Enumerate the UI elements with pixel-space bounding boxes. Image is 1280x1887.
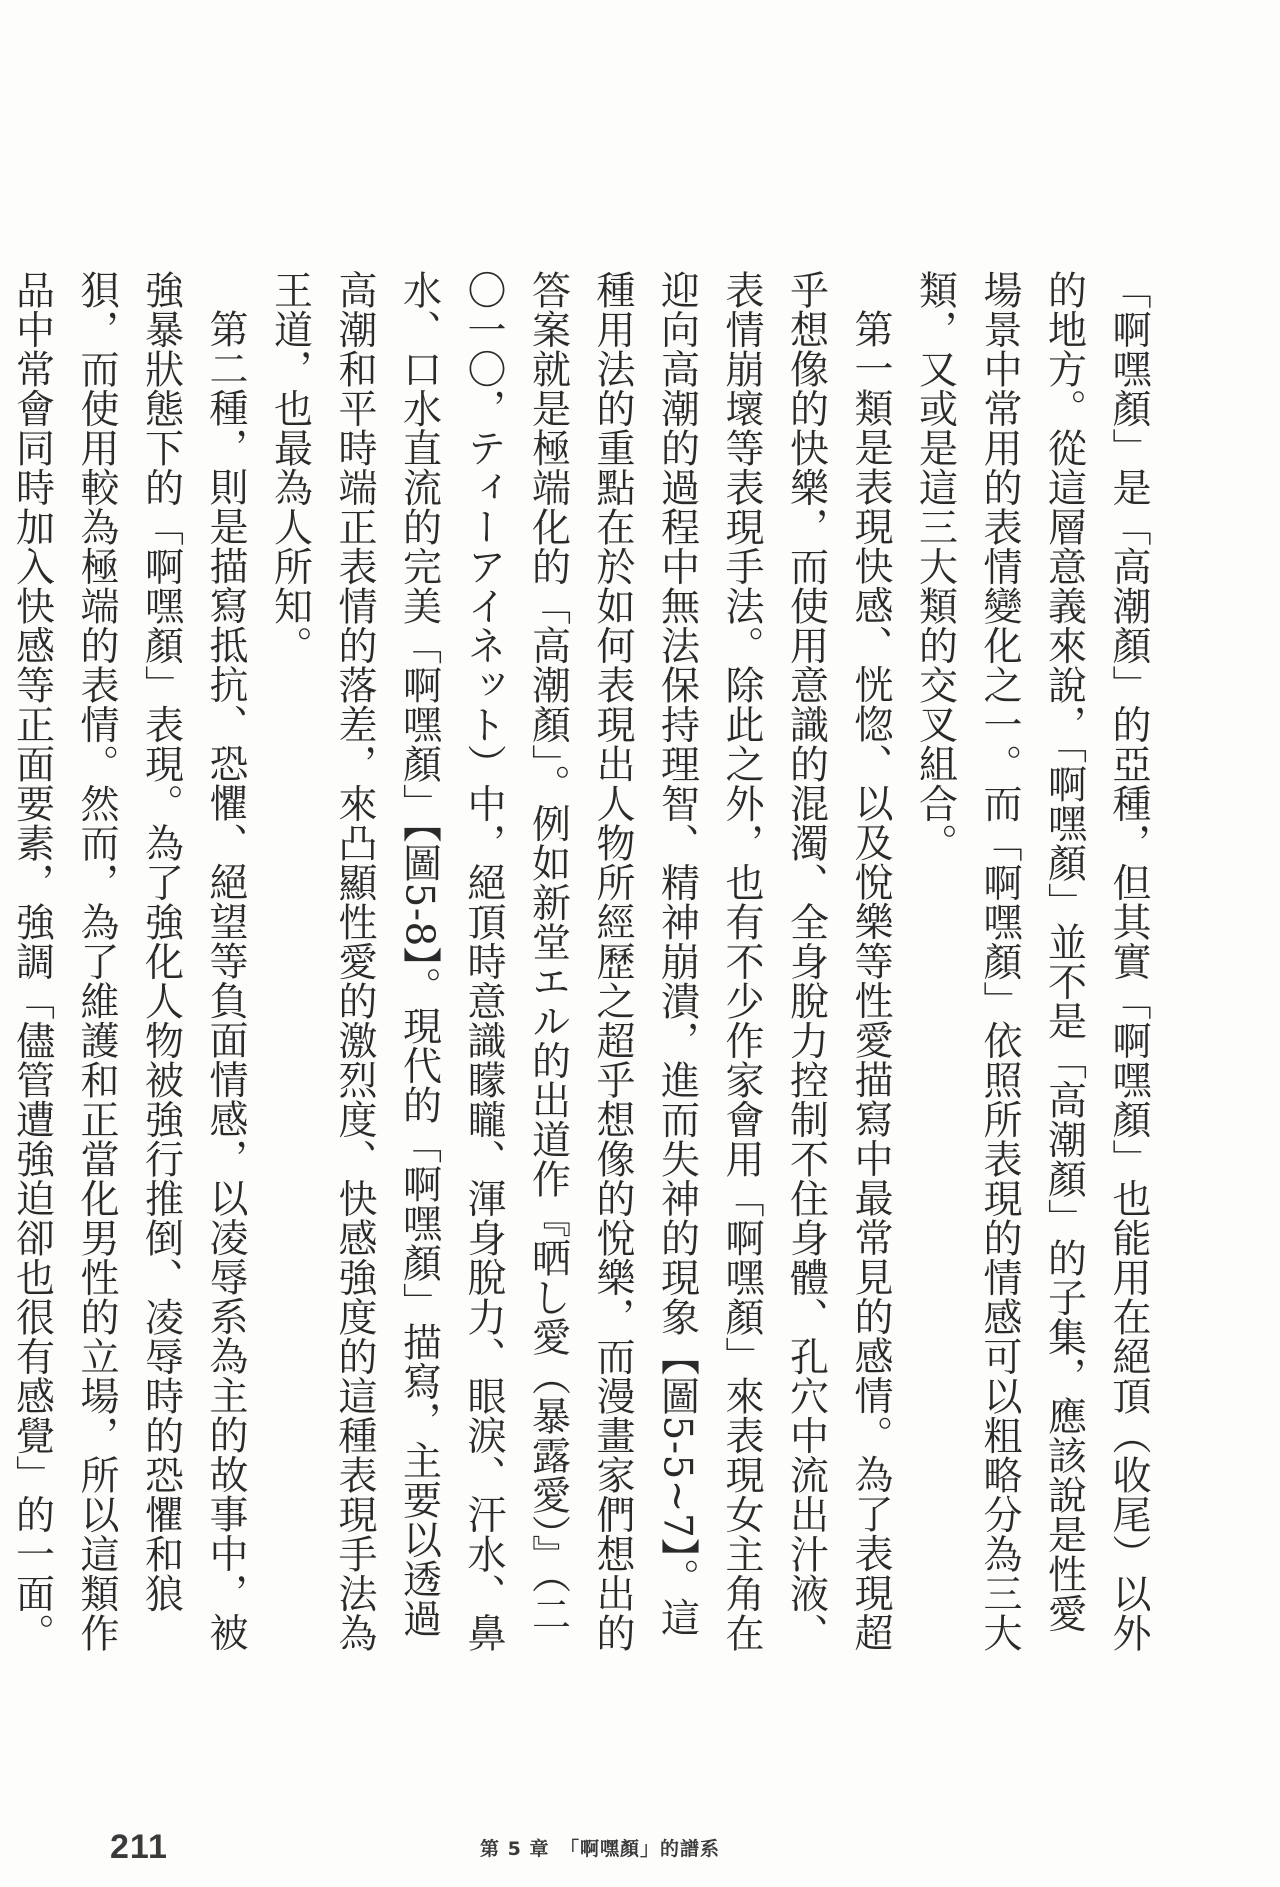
running-head: 第 5 章 「啊嘿顏」的譜系 <box>480 1838 720 1860</box>
page-number: 211 <box>110 1828 168 1866</box>
page-footer <box>110 1828 1170 1868</box>
paragraph-2: 第一類是表現快感、恍惚、以及悅樂等性愛描寫中最常見的感情。為了表現超乎想像的快樂，而使用意識的混濁、全身脫力控制不住身體、孔穴中流出汁液、表情崩壞等表現手法。除此之外，也有不少作家會用「啊嘿顏」來表現女主角在迎向高潮的過程中無法保持理智、精神崩潰，進而失神的現象【圖5-5~7】。這種用法的重點在於如何表現出人物所經歷之超乎想像的悅樂，而漫畫家們想出的答案就是極端化的「高潮顏」。例如新堂エル的出道作『晒し愛（暴露愛）』（二〇一〇，ティーアイネット）中，絕頂時意識矇矓、渾身脫力、眼淚、汗水、鼻水、口水直流的完美「啊嘿顏」【圖5-8】。現代的「啊嘿顏」描寫，主要以透過高潮和平時端正表情的落差，來凸顯性愛的激烈度、快感強度的這種表現手法為王道，也最為人所知。 <box>267 270 893 1653</box>
body-text <box>9 270 1160 1660</box>
paragraph-3: 第二種，則是描寫抵抗、恐懼、絕望等負面情感，以凌辱系為主的故事中，被強暴狀態下的「啊嘿顏」表現。為了強化人物被強行推倒、凌辱時的恐懼和狼狽，而使用較為極端的表情。然而，為了維護和正當化男性的立場，所以這類作品中常會同時加入快感等正面要素，強調「儘管遭強迫卻也很有感覺」的一面。 <box>9 270 248 1653</box>
paragraph-1: 「啊嘿顏」是「高潮顏」的亞種，但其實「啊嘿顏」也能用在絕頂（收尾）以外的地方。從這層意義來說，「啊嘿顏」並不是「高潮顏」的子集，應該說是性愛場景中常用的表情變化之一。而「啊嘿顏」依照所表現的情感可以粗略分為三大類，又或是這三大類的交叉組合。 <box>912 270 1151 1653</box>
